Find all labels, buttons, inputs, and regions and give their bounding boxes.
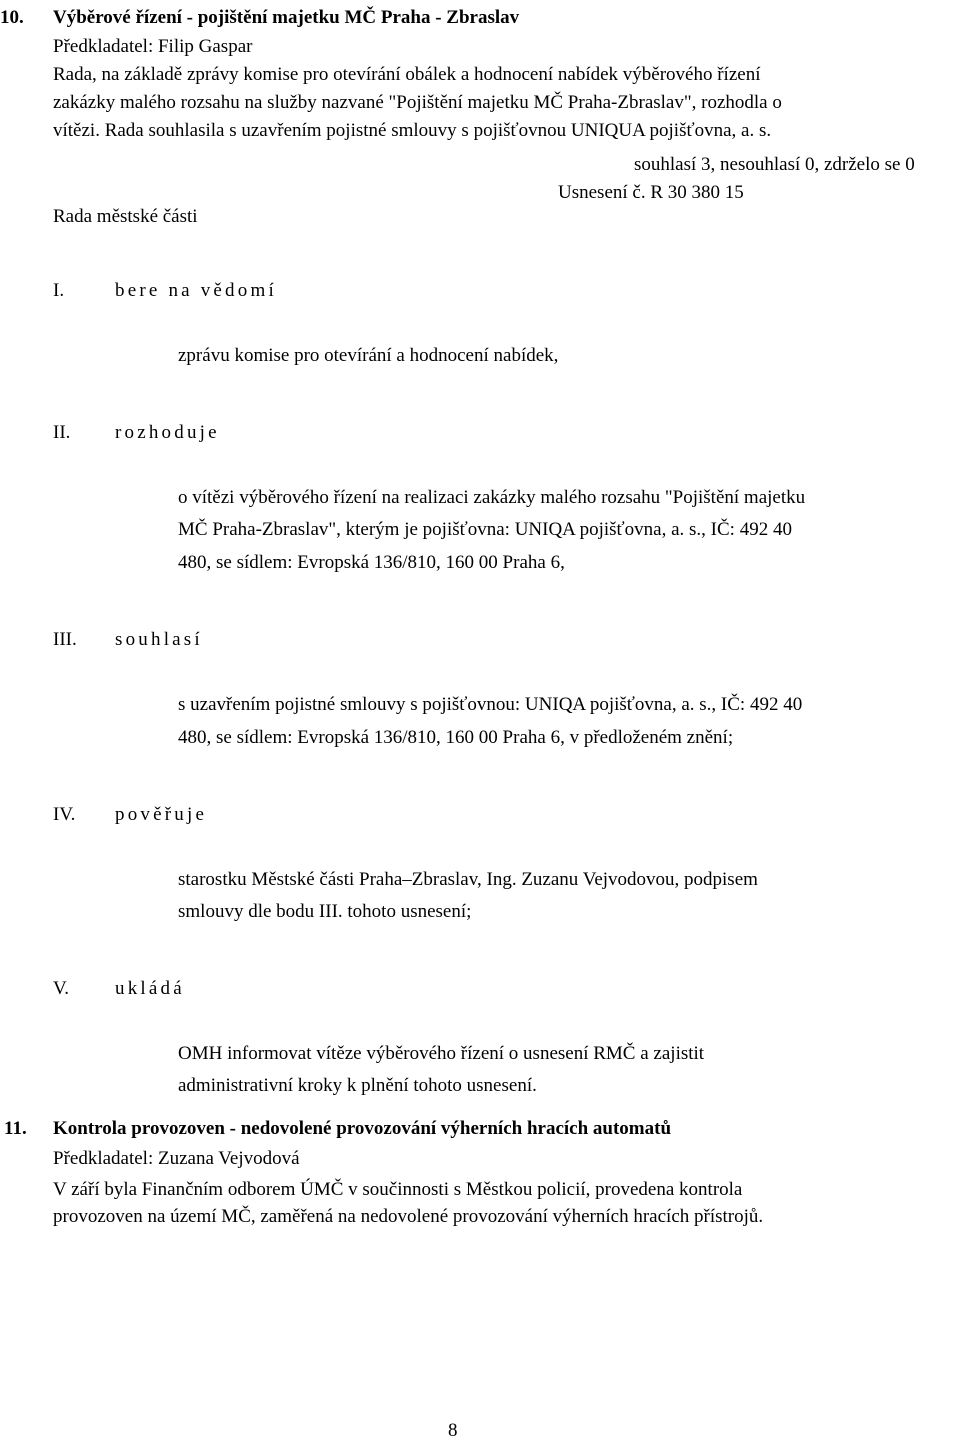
point-text-line: zprávu komise pro otevírání a hodnocení nabídek, xyxy=(178,345,559,366)
point-roman: I. xyxy=(53,280,65,301)
vote-result: souhlasí 3, nesouhlasí 0, zdrželo se 0 xyxy=(634,154,915,175)
point-text-line: s uzavřením pojistné smlouvy s pojišťovnou: UNIQA pojišťovna, a. s., IČ: 492 40 xyxy=(178,694,803,715)
page-number: 8 xyxy=(448,1420,458,1441)
resolution-number: Usnesení č. R 30 380 15 xyxy=(558,182,744,203)
point-verb: bere na vědomí xyxy=(115,280,277,301)
item-summary-line: zakázky malého rozsahu na služby nazvané "Pojištění majetku MČ Praha-Zbraslav", rozhodla o xyxy=(53,92,782,113)
item-title: Výběrové řízení - pojištění majetku MČ Praha - Zbraslav xyxy=(53,7,520,28)
item-number: 11. xyxy=(4,1118,27,1139)
point-verb: souhlasí xyxy=(115,629,203,650)
point-verb: rozhoduje xyxy=(115,422,220,443)
point-verb: ukládá xyxy=(115,978,185,999)
point-text-line: OMH informovat vítěze výběrového řízení o usnesení RMČ a zajistit xyxy=(178,1043,705,1064)
point-roman: II. xyxy=(53,422,71,443)
point-roman: V. xyxy=(53,978,70,999)
point-text-line: 480, se sídlem: Evropská 136/810, 160 00 Praha 6, xyxy=(178,552,565,573)
item-summary-line: Rada, na základě zprávy komise pro otevírání obálek a hodnocení nabídek výběrového řízení xyxy=(53,64,761,85)
item-number: 10. xyxy=(0,7,24,28)
point-roman: IV. xyxy=(53,804,76,825)
point-verb: pověřuje xyxy=(115,804,208,825)
point-text-line: 480, se sídlem: Evropská 136/810, 160 00 Praha 6, v předloženém znění; xyxy=(178,727,734,748)
item-summary-line: V září byla Finančním odborem ÚMČ v součinnosti s Městkou policií, provedena kontrola xyxy=(53,1179,743,1200)
item-summary-line: provozoven na území MČ, zaměřená na nedovolené provozování výherních hracích přístrojů. xyxy=(53,1206,764,1227)
point-roman: III. xyxy=(53,629,77,650)
point-text-line: smlouvy dle bodu III. tohoto usnesení; xyxy=(178,901,472,922)
item-title: Kontrola provozoven - nedovolené provozování výherních hracích automatů xyxy=(53,1118,672,1139)
point-text-line: o vítězi výběrového řízení na realizaci zakázky malého rozsahu "Pojištění majetku xyxy=(178,487,806,508)
item-submitter: Předkladatel: Zuzana Vejvodová xyxy=(53,1148,300,1169)
point-text-line: starostku Městské části Praha–Zbraslav, Ing. Zuzanu Vejvodovou, podpisem xyxy=(178,869,758,890)
council-name: Rada městské části xyxy=(53,206,198,227)
point-text-line: MČ Praha-Zbraslav", kterým je pojišťovna: UNIQA pojišťovna, a. s., IČ: 492 40 xyxy=(178,519,792,540)
item-summary-line: vítězi. Rada souhlasila s uzavřením pojistné smlouvy s pojišťovnou UNIQUA pojišťovna, a. s. xyxy=(53,120,772,141)
point-text-line: administrativní kroky k plnění tohoto usnesení. xyxy=(178,1075,537,1096)
item-submitter: Předkladatel: Filip Gaspar xyxy=(53,36,253,57)
